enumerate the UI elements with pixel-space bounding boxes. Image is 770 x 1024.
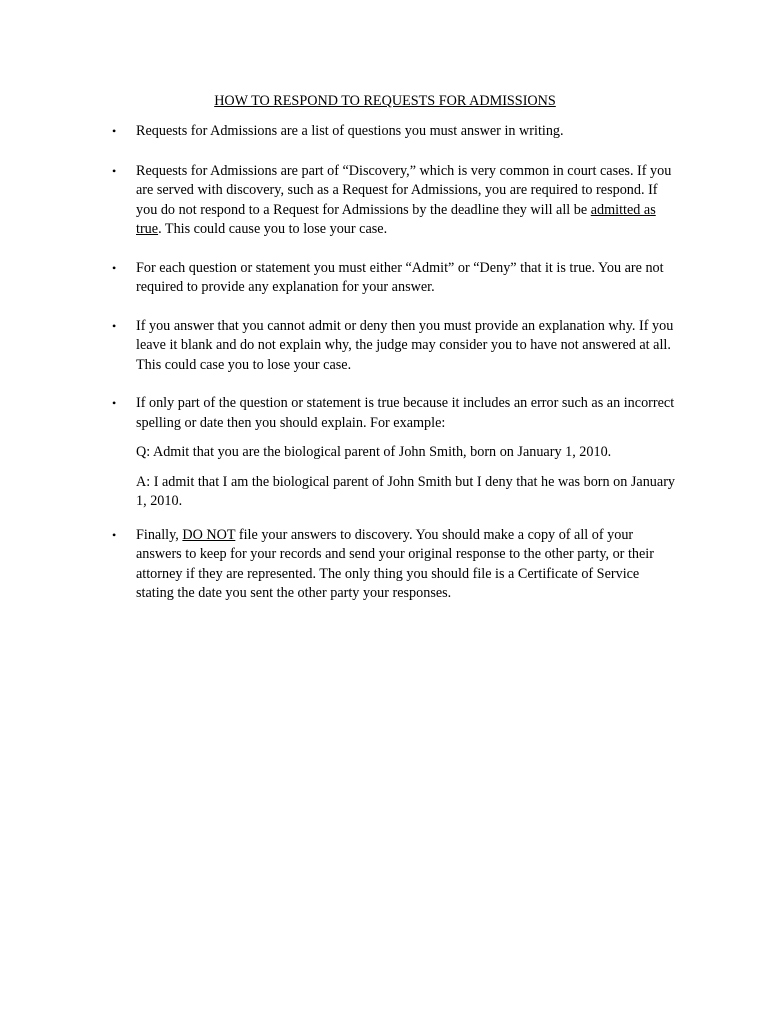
list-item: [0, 526, 676, 604]
item-text-pre: Requests for Admissions are part of “Discovery,” which is very common in court cases. If you are served with discovery, such as a Request for Admissions, you are required to respond. If you do not respond to a Request for Admissions by the deadline they will all be: [136, 162, 672, 218]
list-item: [0, 122, 676, 142]
bullet-list: [0, 122, 770, 604]
item-text: If only part of the question or statement is true because it includes an error such as an incorrect spelling or date then you should explain. For example:: [136, 395, 675, 431]
item-text-post: file your answers to discovery. You should make a copy of all of your answers to keep for your records and send your original response to the other party, or their attorney if they are represented. The only thing you should file is a Certificate of Service stating the date you sent the other party your responses.: [136, 526, 654, 601]
bullet-icon: •: [112, 260, 117, 275]
item-text: For each question or statement you must either “Admit” or “Deny” that it is true. You are not required to provide any explanation for your answer.: [136, 259, 664, 295]
item-text: Requests for Admissions are a list of questions you must answer in writing.: [136, 123, 564, 139]
item-text: [136, 526, 676, 604]
list-item: [0, 317, 676, 376]
item-text-pre: Finally,: [136, 526, 183, 543]
document-title: HOW TO RESPOND TO REQUESTS FOR ADMISSIONS: [214, 93, 556, 109]
bullet-icon: •: [112, 318, 117, 333]
bullet-icon: •: [112, 124, 117, 138]
example-question: Q: Admit that you are the biological parent of John Smith, born on January 1, 2010.: [136, 444, 612, 460]
item-text-post: . This could cause you to lose your case.: [158, 221, 388, 237]
bullet-icon: •: [112, 163, 117, 178]
underlined-phrase: DO NOT: [182, 526, 236, 543]
list-item: [0, 162, 676, 240]
list-item: [0, 394, 676, 512]
example-answer: A: I admit that I am the biological parent of John Smith but I deny that he was born on January 1, 2010.: [136, 473, 676, 509]
bullet-icon: •: [112, 396, 117, 410]
bullet-icon: •: [112, 527, 117, 542]
item-text: [136, 162, 676, 240]
item-text: If you answer that you cannot admit or deny then you must provide an explanation why. If you leave it blank and do not explain why, the judge may consider you to have not answered at all. This could case you to lose your case.: [136, 317, 674, 373]
underlined-phrase: admitted as true: [136, 201, 656, 237]
list-item: [0, 259, 676, 298]
